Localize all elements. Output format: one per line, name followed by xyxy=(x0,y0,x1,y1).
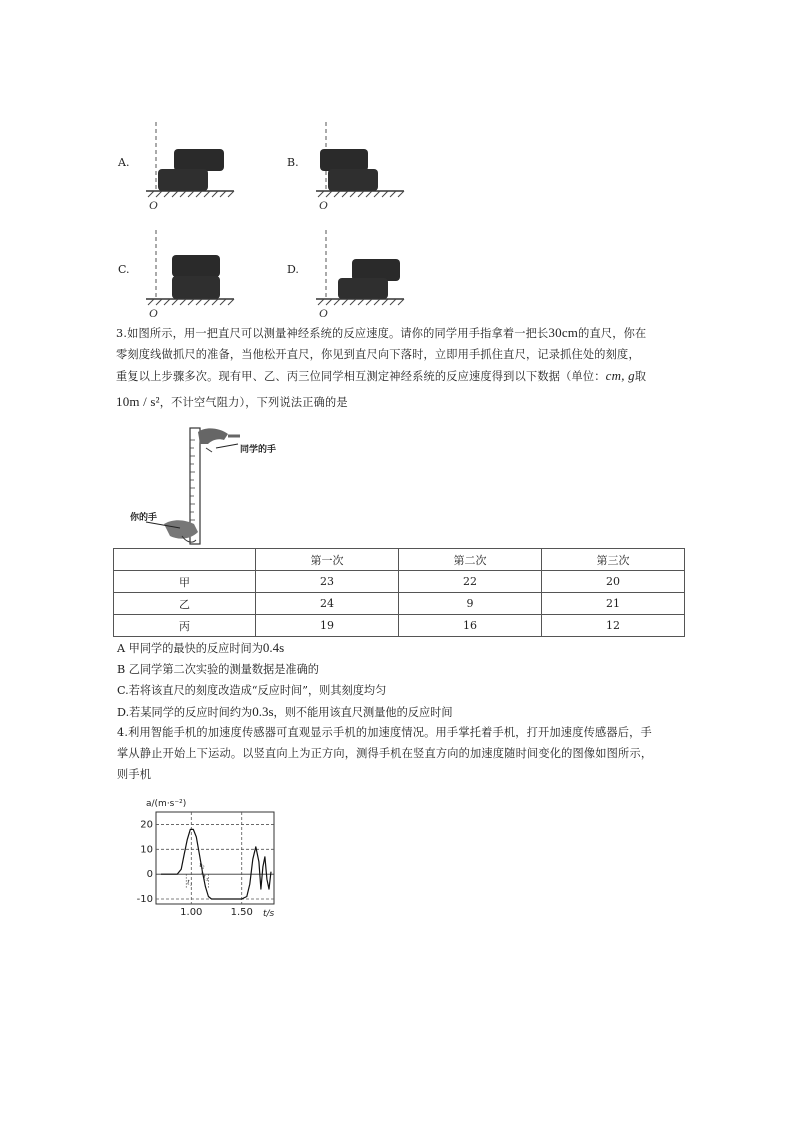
option-c-figure xyxy=(138,228,238,320)
choice-c: C.若将该直尺的刻度改造成“反应时间”，则其刻度均匀 xyxy=(117,684,387,697)
lower-tire xyxy=(158,169,208,191)
q3-line-2: 零刻度线做抓尺的准备，当他松开直尺，你见到直尺向下落时，立即用手抓住直尺，记录抓住处的刻度， xyxy=(116,348,640,361)
classmate-hand xyxy=(198,428,228,444)
table-cell: 19 xyxy=(255,615,398,637)
lower-tire xyxy=(338,278,388,299)
origin-label: O xyxy=(149,306,158,320)
your-hand-label: 你的手 xyxy=(130,513,158,523)
table-cell: 16 xyxy=(398,615,541,637)
y-tick-label: -10 xyxy=(136,894,153,906)
y-tick-label: 10 xyxy=(140,844,153,856)
series-line-a xyxy=(161,829,271,899)
table-cell: 20 xyxy=(541,571,684,593)
x-axis-label: t/s xyxy=(263,909,275,919)
x-tick-label: 1.00 xyxy=(180,907,203,918)
table-cell: 丙 xyxy=(114,615,256,637)
y-axis-label: a/(m·s⁻²) xyxy=(146,799,187,809)
q3-line-3: 重复以上步骤多次。现有甲、乙、丙三位同学相互测定神经系统的反应速度得到以下数据（单位：cm, g取 xyxy=(116,368,647,383)
reaction-data-table xyxy=(113,548,685,637)
upper-tire xyxy=(172,255,220,277)
choice-a: A 甲同学的最快的反应时间为0.4s xyxy=(117,640,285,655)
q3-line-1: 3.如图所示，用一把直尺可以测量神经系统的反应速度。请你的同学用手指拿着一把长30cm的直尺，你在 xyxy=(116,325,647,340)
table-row xyxy=(114,615,685,637)
table-header-row xyxy=(114,549,685,571)
table-cell: 21 xyxy=(541,593,684,615)
option-b-label: B. xyxy=(287,156,299,169)
table-cell: 乙 xyxy=(114,593,256,615)
table-header-cell: 第二次 xyxy=(398,549,541,571)
annotation-label: t₁ xyxy=(187,877,193,887)
annotation-label: t₂ xyxy=(199,860,205,870)
classmate-hand-label: 同学的手 xyxy=(240,445,277,455)
option-d-label: D. xyxy=(287,263,299,276)
ground-hatch xyxy=(318,191,404,197)
y-tick-label: 20 xyxy=(140,819,153,831)
x-tick-label: 1.50 xyxy=(230,907,253,918)
table-cell: 22 xyxy=(398,571,541,593)
ground-hatch xyxy=(318,299,404,305)
origin-label: O xyxy=(149,198,158,212)
upper-tire xyxy=(352,259,400,281)
option-b-figure xyxy=(308,120,408,212)
q3-intro xyxy=(116,322,691,413)
table-cell: 甲 xyxy=(114,571,256,593)
q4-intro xyxy=(117,722,692,785)
option-a-figure xyxy=(138,120,238,212)
table-cell: 23 xyxy=(255,571,398,593)
option-d-figure xyxy=(308,228,408,320)
table-cell: 9 xyxy=(398,593,541,615)
origin-label: O xyxy=(319,306,328,320)
option-a-label: A. xyxy=(118,156,130,169)
y-tick-label: 0 xyxy=(146,869,153,881)
q4-line-2: 掌从静止开始上下运动。以竖直向上为正方向，测得手机在竖直方向的加速度随时间变化的图像如图所示， xyxy=(117,747,653,760)
q4-line-1: 4.利用智能手机的加速度传感器可直观显示手机的加速度情况。用手掌托着手机，打开加速度传感器后，手 xyxy=(117,726,652,739)
upper-tire xyxy=(320,149,368,171)
q4-line-3: 则手机 xyxy=(117,768,152,781)
table-header-cell xyxy=(114,549,256,571)
table-row xyxy=(114,571,685,593)
ruler-figure xyxy=(128,424,288,548)
choice-d: D.若某同学的反应时间约为0.3s，则不能用该直尺测量他的反应时间 xyxy=(117,704,453,719)
origin-label: O xyxy=(319,198,328,212)
table-row xyxy=(114,593,685,615)
plot-frame xyxy=(156,812,274,904)
choice-b: B 乙同学第二次实验的测量数据是准确的 xyxy=(117,663,319,676)
table-header-cell: 第一次 xyxy=(255,549,398,571)
annotation-label: t₃ xyxy=(203,872,209,882)
acceleration-chart xyxy=(132,794,282,922)
lower-tire xyxy=(172,276,220,299)
table-cell: 12 xyxy=(541,615,684,637)
table-cell: 24 xyxy=(255,593,398,615)
q3-choices xyxy=(117,637,453,723)
upper-tire xyxy=(174,149,224,171)
option-c-label: C. xyxy=(118,263,130,276)
lower-tire xyxy=(328,169,378,191)
ground-hatch xyxy=(148,299,234,305)
q3-line-4: 10m / s²，不计空气阻力），下列说法正确的是 xyxy=(116,394,348,409)
table-header-cell: 第三次 xyxy=(541,549,684,571)
ground-hatch xyxy=(148,191,234,197)
